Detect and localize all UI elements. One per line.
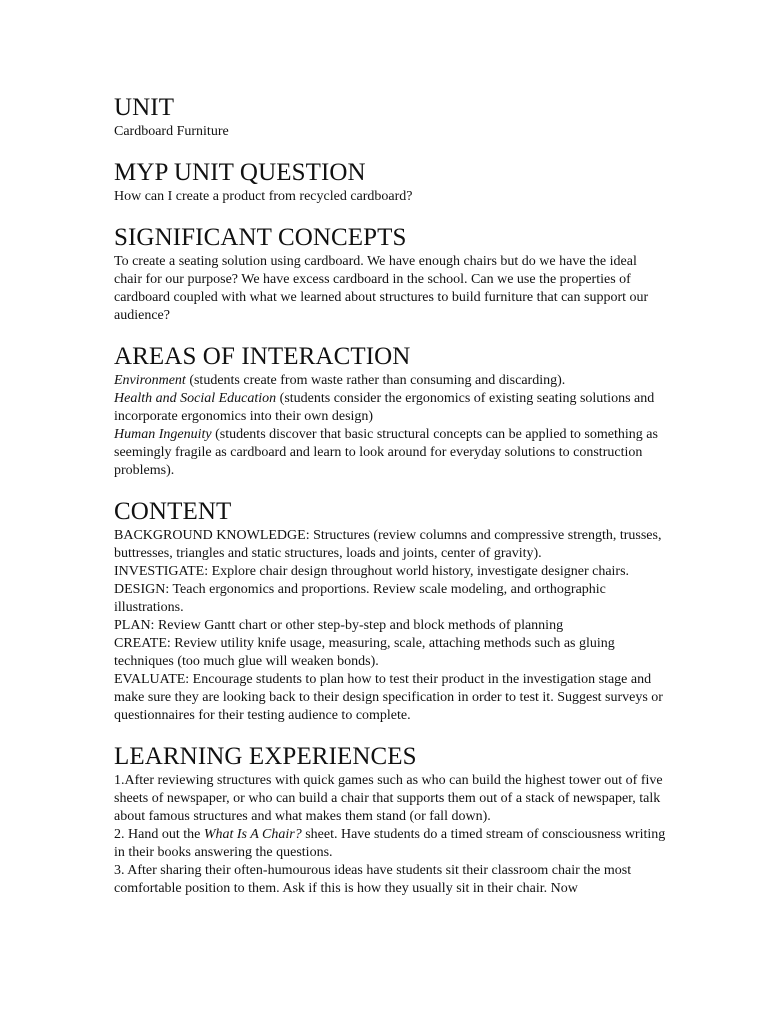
area-name: Human Ingenuity — [114, 427, 212, 442]
section-heading: LEARNING EXPERIENCES — [114, 743, 417, 770]
section-significant-concepts — [114, 224, 666, 325]
area-item-environment — [114, 372, 666, 390]
section-unit — [114, 94, 666, 141]
area-item-health — [114, 390, 666, 426]
section-areas-of-interaction — [114, 343, 666, 480]
unit-name: Cardboard Furniture — [114, 124, 229, 139]
area-description: (students discover that basic structural concepts can be applied to something as seemingly fragile as cardboard and learn to look around for everyday solutions to construction problems). — [114, 427, 658, 478]
section-content — [114, 498, 666, 725]
area-name: Health and Social Education — [114, 391, 277, 406]
learning-step-text: sheet. Have students do a timed stream of consciousness writing in their books answering the questions. — [114, 827, 666, 860]
learning-step-3: 3. After sharing their often-humourous ideas have students sit their classroom chair the most comfortable position to them. Ask if this is how they usually sit in their chair. Now — [114, 863, 632, 896]
section-unit-question — [114, 159, 666, 206]
unit-question-text: How can I create a product from recycled cardboard? — [114, 189, 413, 204]
content-design: DESIGN: Teach ergonomics and proportions. Review scale modeling, and orthographic illustrations. — [114, 582, 606, 615]
section-heading: UNIT — [114, 94, 175, 121]
document-page — [114, 94, 666, 916]
section-heading: SIGNIFICANT CONCEPTS — [114, 224, 407, 251]
content-background-knowledge: BACKGROUND KNOWLEDGE: Structures (review columns and compressive strength, trusses, buttresses, triangles and static structures, loads and joints, center of gravity). — [114, 528, 662, 561]
section-learning-experiences — [114, 743, 666, 898]
area-name: Environment — [114, 373, 186, 388]
worksheet-title: What Is A Chair? — [203, 827, 302, 842]
content-investigate: INVESTIGATE: Explore chair design throughout world history, investigate designer chairs. — [114, 564, 630, 579]
area-description: (students consider the ergonomics of existing seating solutions and incorporate ergonomics into their own design) — [114, 391, 655, 424]
learning-step-2 — [114, 826, 666, 862]
learning-step-1: 1.After reviewing structures with quick games such as who can build the highest tower out of five sheets of newspaper, or who can build a chair that supports them out of a stack of newspaper, talk about famous structures and what makes them stand (or fall down). — [114, 773, 663, 824]
section-heading: MYP UNIT QUESTION — [114, 159, 366, 186]
section-heading: CONTENT — [114, 498, 232, 525]
learning-step-text: 2. Hand out the — [114, 827, 204, 842]
content-create: CREATE: Review utility knife usage, measuring, scale, attaching methods such as gluing techniques (too much glue will weaken bonds). — [114, 636, 615, 669]
content-plan: PLAN: Review Gantt chart or other step-by-step and block methods of planning — [114, 618, 564, 633]
area-description: (students create from waste rather than consuming and discarding). — [185, 373, 566, 388]
content-evaluate: EVALUATE: Encourage students to plan how to test their product in the investigation stage and make sure they are looking back to their design specification in order to test it. Suggest surveys or questionnaires for their testing audience to complete. — [114, 672, 663, 723]
significant-concepts-text: To create a seating solution using cardboard. We have enough chairs but do we have the ideal chair for our purpose? We have excess cardboard in the school. Can we use the properties of cardboard coupled with what we learned about structures to build furniture that can support our audience? — [114, 254, 649, 323]
area-item-human-ingenuity — [114, 426, 666, 480]
section-heading: AREAS OF INTERACTION — [114, 343, 411, 370]
